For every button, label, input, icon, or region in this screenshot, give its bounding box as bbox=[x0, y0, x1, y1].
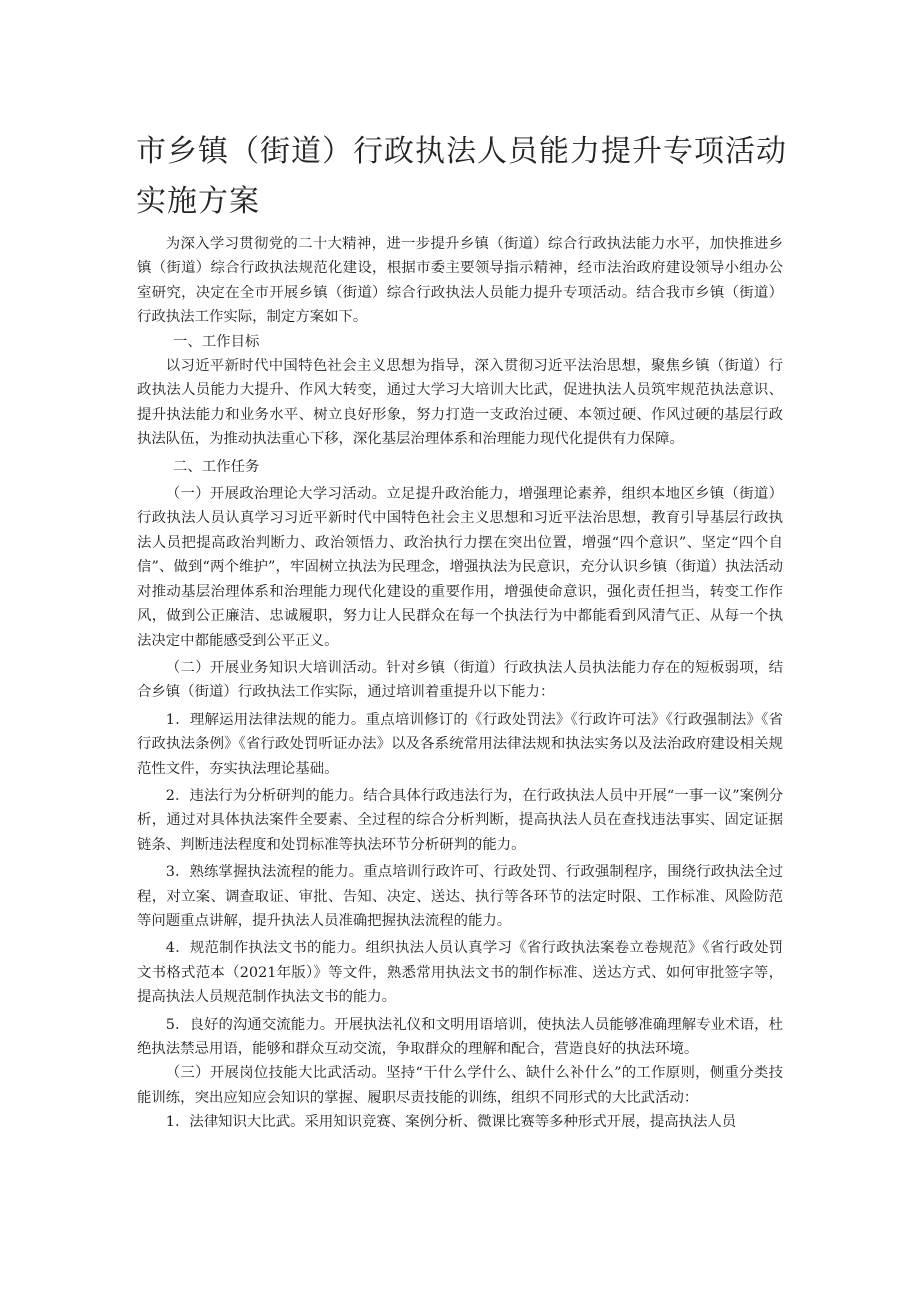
intro-paragraph: 为深入学习贯彻党的二十大精神，进一步提升乡镇（街道）综合行政执法能力水平，加快推进乡镇（街道）综合行政执法规范化建设，根据市委主要领导指示精神，经市法治政府建设领导小组办公室研究，决定在全市开展乡镇（街道）综合行政执法人员能力提升专项活动。结合我市乡镇（街道）行政执法工作实际，制定方案如下。 bbox=[137, 236, 783, 326]
task-2-paragraph: （二）开展业务知识大培训活动。针对乡镇（街道）行政执法人员执法能力存在的短板弱项，结合乡镇（街道）行政执法工作实际，通过培训着重提升以下能力： bbox=[137, 659, 783, 701]
section-heading-tasks: 二、工作任务 bbox=[173, 458, 260, 475]
ability-3-paragraph: 3．熟练掌握执法流程的能力。重点培训行政许可、行政处罚、行政强制程序，围绕行政执法全过程，对立案、调查取证、审批、告知、决定、送达、执行等各环节的法定时限、工作标准、风险防范等问题重点讲解，提升执法人员准确把握执法流程的能力。 bbox=[137, 864, 783, 929]
section-heading-goals: 一、工作目标 bbox=[173, 333, 260, 350]
document-body bbox=[137, 232, 783, 1135]
ability-5-paragraph: 5．良好的沟通交流能力。开展执法礼仪和文明用语培训，使执法人员能够准确理解专业术语，杜绝执法禁忌用语，能够和群众互动交流，争取群众的理解和配合，营造良好的执法环境。 bbox=[137, 1016, 783, 1057]
ability-4-paragraph: 4．规范制作执法文书的能力。组织执法人员认真学习《省行政执法案卷立卷规范》《省行政处罚文书格式范本（2021年版）》等文件，熟悉常用执法文书的制作标准、送达方式、如何审批签字等，提高执法人员规范制作执法文书的能力。 bbox=[137, 940, 783, 1006]
contest-1-paragraph: 1．法律知识大比武。采用知识竞赛、案例分析、微课比赛等多种形式开展，提高执法人员 bbox=[165, 1114, 737, 1131]
ability-2-paragraph: 2．违法行为分析研判的能力。结合具体行政违法行为，在行政执法人员中开展“一事一议”案例分析，通过对具体执法案件全要素、全过程的综合分析判断，提高执法人员在查找违法事实、固定证据链条、判断违法程度和处罚标准等执法环节分析研判的能力。 bbox=[137, 787, 783, 853]
task-1-paragraph: （一）开展政治理论大学习活动。立足提升政治能力，增强理论素养，组织本地区乡镇（街道）行政执法人员认真学习习近平新时代中国特色社会主义思想和习近平法治思想，教育引导基层行政执法人员把提高政治判断力、政治领悟力、政治执行力摆在突出位置，增强“四个意识”、坚定“四个自信”、做到“两个维护”，牢固树立执法为民理念，增强执法为民意识，充分认识乡镇（街道）执法活动对推动基层治理体系和治理能力现代化建设的重要作用，增强使命意识，强化责任担当，转变工作作风，做到公正廉洁、忠诚履职，努力让人民群众在每一个执法行为中都能看到风清气正、从每一个执法决定中都能感受到公平正义。 bbox=[137, 486, 783, 649]
goals-paragraph: 以习近平新时代中国特色社会主义思想为指导，深入贯彻习近平法治思想，聚焦乡镇（街道）行政执法人员能力大提升、作风大转变，通过大学习大培训大比武，促进执法人员筑牢规范执法意识、提升执法能力和业务水平、树立良好形象，努力打造一支政治过硬、本领过硬、作风过硬的基层行政执法队伍，为推动执法重心下移，深化基层治理体系和治理能力现代化提供有力保障。 bbox=[137, 358, 783, 448]
document-title: 市乡镇（街道）行政执法人员能力提升专项活动实施方案 bbox=[136, 134, 787, 219]
ability-1-paragraph: 1．理解运用法律法规的能力。重点培训修订的《行政处罚法》《行政许可法》《行政强制法》《省行政执法条例》《省行政处罚听证办法》以及各系统常用法律法规和执法实务以及法治政府建设相关规范性文件，夯实执法理论基础。 bbox=[137, 711, 783, 777]
task-3-paragraph: （三）开展岗位技能大比武活动。坚持“干什么学什么、缺什么补什么”的工作原则，侧重分类技能训练，突出应知应会知识的掌握、履职尽责技能的训练，组织不同形式的大比武活动： bbox=[137, 1065, 783, 1106]
